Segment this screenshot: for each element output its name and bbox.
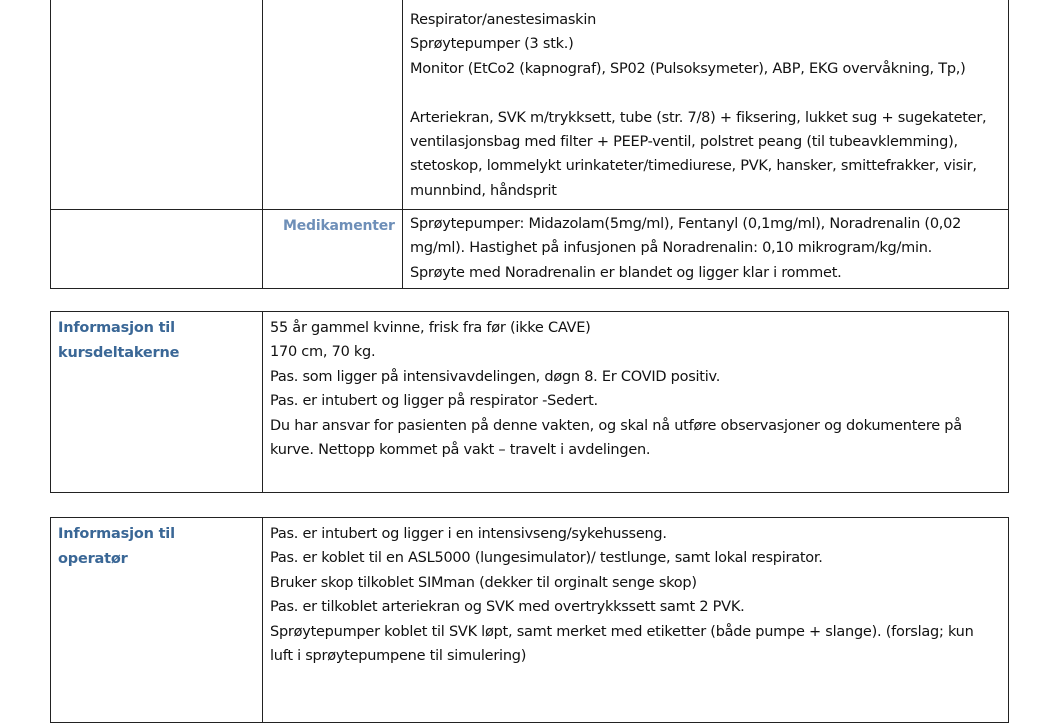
participants-line: 170 cm, 70 kg. — [270, 344, 376, 361]
participants-content-cell — [263, 312, 1009, 493]
equipment-content-cell — [403, 0, 1009, 210]
participants-line: Du har ansvar for pasienten på denne vakten, og skal nå utføre observasjoner og dokumentere på — [270, 417, 962, 434]
operator-line: Sprøytepumper koblet til SVK løpt, samt merket med etiketter (både pumpe + slange). (forslag; kun — [270, 623, 974, 640]
equipment-label-cell — [263, 0, 403, 210]
medications-label-cell — [263, 210, 403, 289]
operator-header-line: Informasjon til — [58, 526, 175, 542]
participants-line: Pas. er intubert og ligger på respirator -Sedert. — [270, 393, 598, 410]
participants-header-line: Informasjon til — [58, 320, 175, 336]
medications-empty-cell — [51, 210, 263, 289]
operator-line: Pas. er intubert og ligger i en intensivseng/sykehusseng. — [270, 526, 667, 542]
medications-line: Sprøyte med Noradrenalin er blandet og ligger klar i rommet. — [410, 264, 842, 281]
operator-line: Bruker skop tilkoblet SIMman (dekker til orginalt senge skop) — [270, 574, 697, 591]
operator-header-line: operatør — [58, 550, 128, 567]
equipment-line: Respirator/anestesimaskin — [410, 12, 597, 28]
operator-info-row — [51, 518, 1009, 723]
operator-line: Pas. er koblet til en ASL5000 (lungesimulator)/ testlunge, samt lokal respirator. — [270, 550, 823, 567]
participants-header-cell — [51, 312, 263, 493]
equipment-table — [50, 0, 1009, 289]
supplies-line: munnbind, håndsprit — [410, 182, 557, 199]
participants-line: kurve. Nettopp kommet på vakt – travelt i avdelingen. — [270, 442, 651, 459]
supplies-line: Arteriekran, SVK m/trykksett, tube (str. 7/8) + fiksering, lukket sug + sugekateter, — [410, 109, 987, 126]
equipment-line: Sprøytepumper (3 stk.) — [410, 36, 574, 53]
operator-header-cell — [51, 518, 263, 723]
medications-line: mg/ml). Hastighet på infusjonen på Noradrenalin: 0,10 mikrogram/kg/min. — [410, 240, 933, 257]
equipment-row — [51, 0, 1009, 210]
operator-content-cell — [263, 518, 1009, 723]
participants-info-table — [50, 311, 1009, 493]
medications-content-cell — [403, 210, 1009, 289]
supplies-line: ventilasjonsbag med filter + PEEP-ventil, polstret peang (til tubeavklemming), — [410, 134, 958, 151]
operator-info-table — [50, 517, 1009, 723]
participants-info-row — [51, 312, 1009, 493]
equipment-line: Monitor (EtCo2 (kapnograf), SP02 (Pulsoksymeter), ABP, EKG overvåkning, Tp,) — [410, 60, 966, 77]
participants-line: 55 år gammel kvinne, frisk fra før (ikke CAVE) — [270, 320, 591, 336]
operator-line: Pas. er tilkoblet arteriekran og SVK med overtrykkssett samt 2 PVK. — [270, 599, 745, 616]
medications-line: Sprøytepumper: Midazolam(5mg/ml), Fentanyl (0,1mg/ml), Noradrenalin (0,02 — [410, 216, 962, 232]
operator-line: luft i sprøytepumpene til simulering) — [270, 648, 527, 665]
participants-line: Pas. som ligger på intensivavdelingen, døgn 8. Er COVID positiv. — [270, 368, 721, 385]
medications-header: Medikamenter — [283, 218, 395, 234]
participants-header-line: kursdeltakerne — [58, 344, 180, 361]
equipment-empty-cell — [51, 0, 263, 210]
supplies-line: stetoskop, lommelykt urinkateter/timediurese, PVK, hansker, smittefrakker, visir, — [410, 158, 977, 175]
medications-row — [51, 210, 1009, 289]
